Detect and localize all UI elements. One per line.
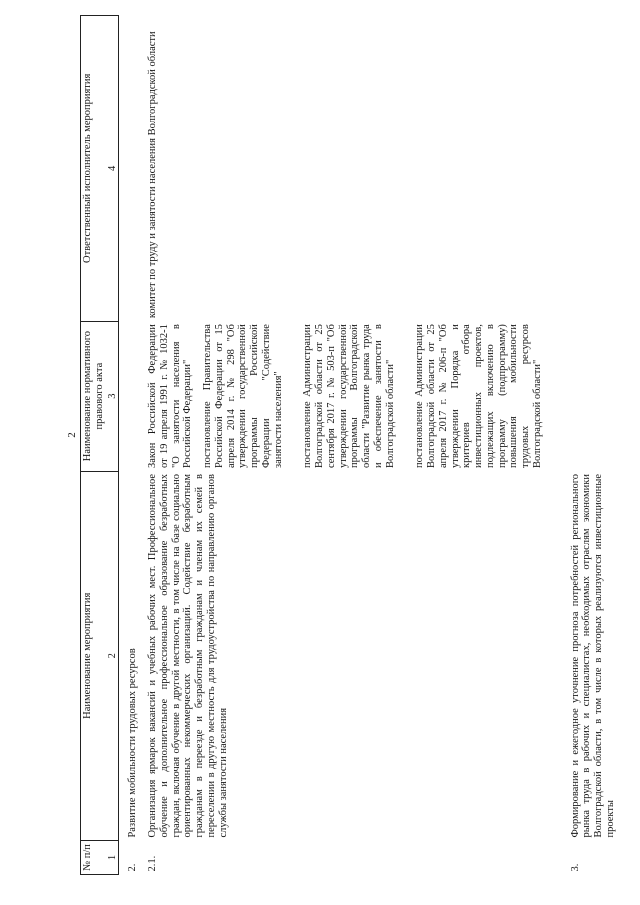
activity-text: Формирование и ежегодное уточнение прогноза потребностей регионального рынка труда в рабочих и специалистах, необходимых отраслям экономики Волгоградской области, в том числе в которых реализуются инвестиционные проекты: [569, 474, 616, 838]
legal-act: постановление Администрации Волгоградской области от 25 сентября 2017 г. № 503-п "Об утверждении государственной программы Волгоградской области "Развитие рынка труда и обеспечение занятости в Волгоградской области": [302, 324, 396, 469]
section-number: 2.: [127, 863, 139, 872]
column-number: 1: [107, 841, 119, 875]
rotated-page-content: [80, 15, 620, 875]
row-number: 3.: [569, 863, 581, 872]
table-row: [145, 16, 554, 875]
header-legal-act: Наименование нормативного правового акта: [81, 321, 107, 471]
header-executor: Ответственный исполнитель мероприятия: [81, 16, 107, 322]
legal-act: постановление Правительства Российской Федерации от 15 апреля 2014 г. № 298 "Об утверждении государственной программы Российской Федерации "Содействие занятости населения": [202, 324, 284, 469]
header-number: № п/п: [81, 841, 107, 875]
legal-acts-cell: [145, 321, 554, 471]
column-number: 4: [107, 16, 119, 322]
header-activity: Наименование мероприятия: [81, 471, 107, 841]
column-numbers-row: [107, 16, 119, 875]
executor-text: комитет по труду и занятости населения Волгоградской области: [147, 31, 158, 319]
legal-acts-cell: [554, 321, 619, 471]
section-title: Развитие мобильности трудовых ресурсов: [127, 648, 139, 838]
executor-text: [554, 16, 619, 322]
column-number: 3: [107, 321, 119, 471]
section-row: [119, 16, 145, 875]
table-header-row: [81, 16, 107, 875]
activity-text: Организация ярмарок вакансий и учебных рабочих мест. Профессиональное обучение и дополнительное профессиональное образование безработных граждан, включая обучение в другой местности, в том числе на базе социально ориентированных некоммерческих организаций. Содействие безработным гражданам в переезде и безработным гражданам и членам их семей в переселении в другую местность для трудоустройства по направлению органов службы занятости населения: [147, 474, 229, 838]
page-number: 2: [66, 432, 78, 438]
row-number: 2.1.: [147, 855, 158, 872]
column-number: 2: [107, 471, 119, 841]
table-row: [554, 16, 619, 875]
legal-act: постановление Администрации Волгоградской области от 25 апреля 2017 г. № 206-п "Об утверждении Порядка и критериев отбора инвестиционных проектов, подлежащих включению в программу (подпрограмму) повышения мобильности трудовых ресурсов Волгоградской области": [414, 324, 543, 469]
measures-table: [80, 15, 619, 875]
legal-act: Закон Российской Федерации от 19 апреля 1991 г. № 1032-1 "О занятости населения в Российской Федерации": [147, 324, 194, 469]
